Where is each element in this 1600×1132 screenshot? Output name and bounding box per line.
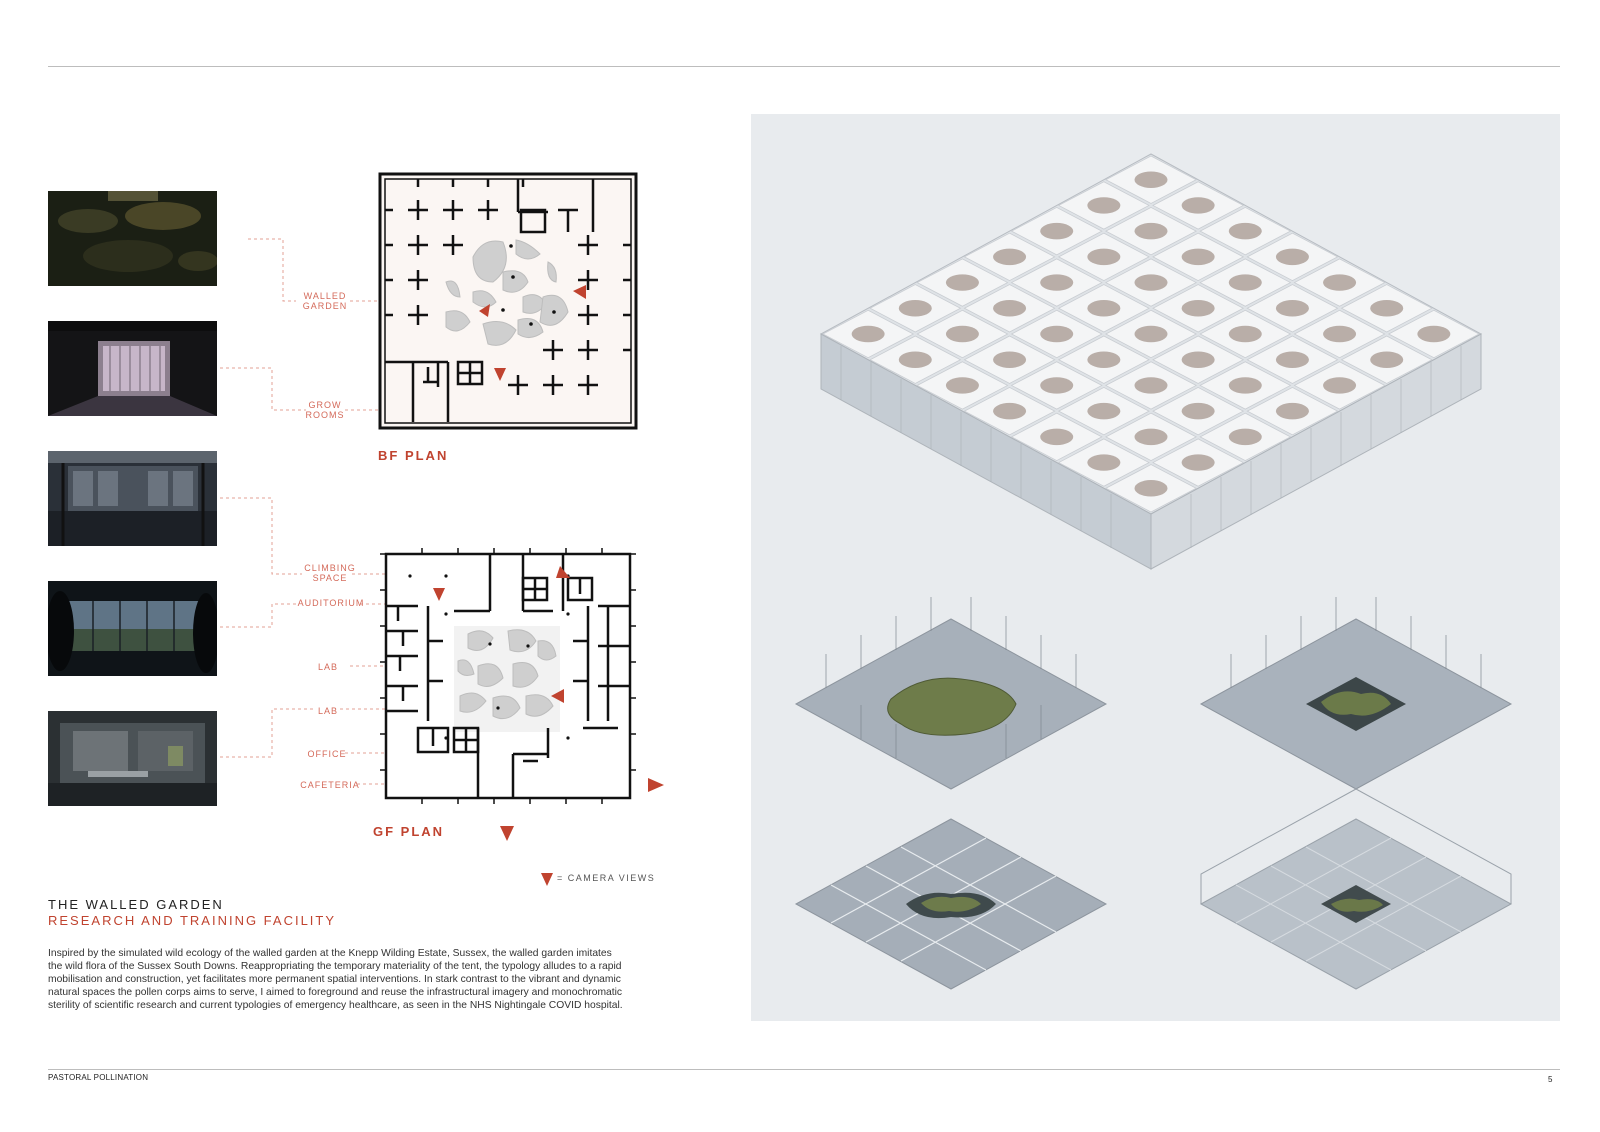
- roof-oculus: [1135, 326, 1168, 342]
- ground-floor-axonometric: [796, 819, 1106, 989]
- roof-oculus: [1276, 300, 1309, 316]
- roof-oculus: [1229, 326, 1262, 342]
- roof-oculus: [1087, 351, 1120, 367]
- label-office: OFFICE: [307, 749, 347, 759]
- label-auditorium: AUDITORIUM: [297, 598, 365, 608]
- roof-oculus: [1229, 377, 1262, 393]
- main-roof-axonometric: [821, 154, 1481, 569]
- roof-oculus: [1040, 429, 1073, 445]
- roof-oculus: [1182, 197, 1215, 213]
- roof-oculus: [1135, 223, 1168, 239]
- roof-oculus: [1323, 326, 1356, 342]
- roof-oculus: [946, 274, 979, 290]
- roof-oculus: [1370, 351, 1403, 367]
- roof-oculus: [993, 403, 1026, 419]
- roof-oculus: [1182, 300, 1215, 316]
- roof-oculus: [1182, 403, 1215, 419]
- page-number: 5: [1548, 1075, 1553, 1084]
- roof-oculus: [1276, 403, 1309, 419]
- roof-oculus: [1135, 429, 1168, 445]
- label-grow-rooms: GROW ROOMS: [305, 400, 345, 420]
- structure-frame-axonometric: [1201, 789, 1511, 989]
- page-subtitle: RESEARCH AND TRAINING FACILITY: [48, 913, 337, 928]
- camera-marker-south: [500, 826, 514, 842]
- gf-plan-title: GF PLAN: [373, 824, 445, 839]
- roof-oculus: [1182, 351, 1215, 367]
- label-walled-garden: WALLED GARDEN: [302, 291, 348, 311]
- bf-plan-drawing: [378, 172, 638, 432]
- roof-oculus: [1417, 326, 1450, 342]
- roof-oculus: [1087, 300, 1120, 316]
- roof-oculus: [1040, 223, 1073, 239]
- roof-oculus: [899, 300, 932, 316]
- roof-oculus: [1182, 249, 1215, 265]
- roof-oculus: [1229, 223, 1262, 239]
- roof-oculus: [1040, 274, 1073, 290]
- roof-oculus: [1135, 274, 1168, 290]
- roof-oculus: [1229, 429, 1262, 445]
- roof-oculus: [993, 300, 1026, 316]
- description-paragraph: Inspired by the simulated wild ecology of the walled garden at the Knepp Wilding Estate, Sussex, the walled garden imitates the wild flora of the Sussex South Downs. Reappropriating the temporary materiality of the tent, the typology alludes to a rapid mobilisation and construction, yet facilitates more permanent spatial interventions. In stark contrast to the vibrant and dynamic natural spaces the pollen corps aims to serve, I aimed to foreground and reuse the infrastructural imagery and monochromatic sterility of scientific research and current typologies of emergency healthcare, as seen in the NHS Nightingale COVID hospital.: [48, 948, 623, 1011]
- roof-oculus: [1135, 480, 1168, 496]
- courtyard-layer-axonometric: [1201, 597, 1511, 789]
- roof-oculus: [993, 249, 1026, 265]
- roof-oculus: [852, 326, 885, 342]
- roof-oculus: [1323, 377, 1356, 393]
- roof-oculus: [1182, 454, 1215, 470]
- roof-oculus: [1135, 377, 1168, 393]
- roof-oculus: [1135, 171, 1168, 187]
- garden-layer-axonometric: [796, 597, 1106, 789]
- axonometric-renders: [751, 114, 1560, 1021]
- roof-oculus: [899, 351, 932, 367]
- gf-plan-drawing: [378, 546, 642, 806]
- roof-oculus: [1276, 351, 1309, 367]
- camera-marker-east: [648, 778, 666, 792]
- roof-oculus: [946, 377, 979, 393]
- roof-oculus: [1323, 274, 1356, 290]
- label-climbing-space: CLIMBING SPACE: [304, 563, 356, 583]
- roof-oculus: [946, 326, 979, 342]
- roof-oculus: [1087, 249, 1120, 265]
- camera-view-legend: = CAMERA VIEWS: [557, 873, 656, 883]
- camera-view-icon: [541, 873, 553, 887]
- roof-oculus: [1276, 249, 1309, 265]
- bottom-rule: [48, 1069, 1560, 1070]
- label-lab: LAB: [317, 662, 338, 672]
- label-cafeteria: CAFETERIA: [300, 780, 360, 790]
- roof-oculus: [993, 351, 1026, 367]
- roof-oculus: [1087, 454, 1120, 470]
- roof-oculus: [1040, 377, 1073, 393]
- roof-oculus: [1229, 274, 1262, 290]
- footer-project-name: PASTORAL POLLINATION: [48, 1073, 149, 1082]
- roof-oculus: [1087, 403, 1120, 419]
- label-lab-2: LAB: [317, 706, 338, 716]
- bf-plan-title: BF PLAN: [378, 448, 449, 463]
- roof-oculus: [1370, 300, 1403, 316]
- roof-oculus: [1087, 197, 1120, 213]
- roof-oculus: [1040, 326, 1073, 342]
- page-title: THE WALLED GARDEN: [48, 897, 224, 912]
